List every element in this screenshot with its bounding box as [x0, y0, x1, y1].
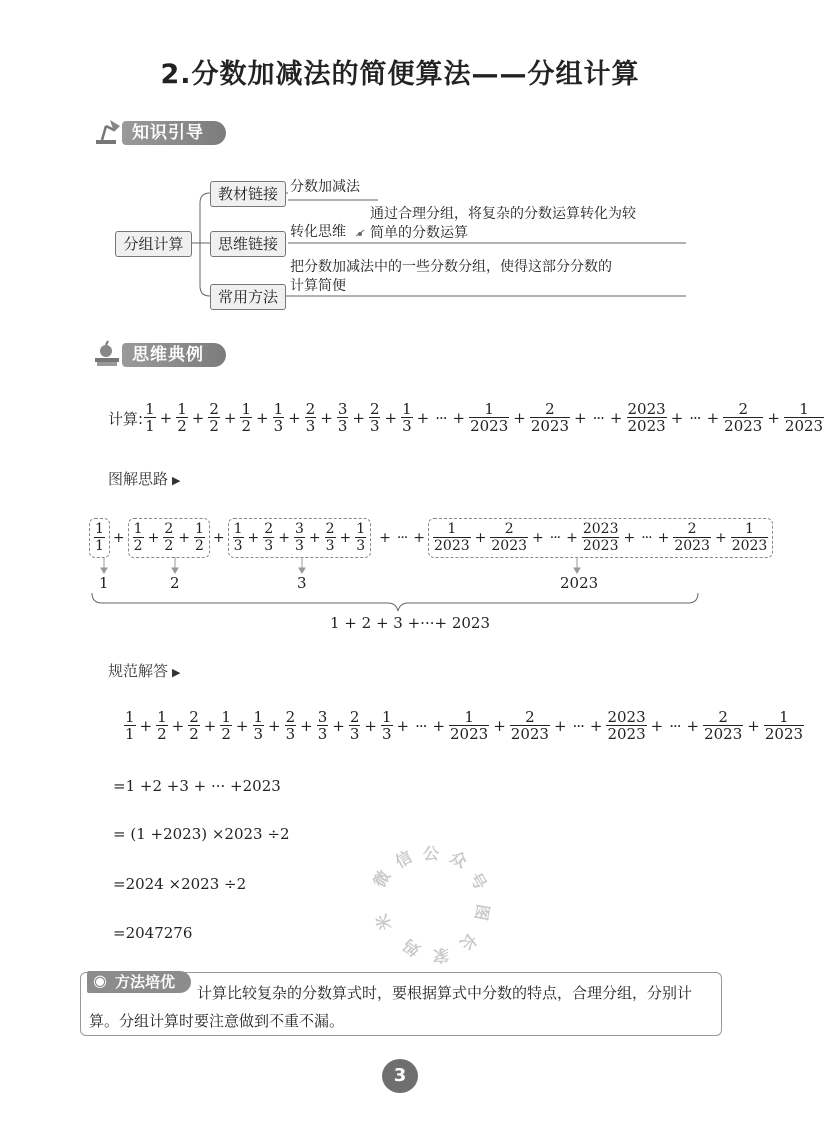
- diagram-arrows: [0, 555, 800, 615]
- solution-step-4: =2047276: [113, 924, 193, 942]
- tip-text-1: 计算比较复杂的分数算式时，要根据算式中分数的特点，合理分组，分别计: [197, 984, 693, 1002]
- fraction: $\frac{1}{2}$: [241, 400, 251, 435]
- fraction: $\frac{2}{2}$: [209, 400, 219, 435]
- fraction: $\frac{2}{3}$: [305, 400, 316, 435]
- group-1: $\frac{1}{1}$: [89, 518, 110, 558]
- tree-text-thinking-2: 简单的分数运算: [370, 225, 468, 241]
- tip-box: [80, 972, 722, 1036]
- section-banner-examples: [92, 342, 292, 368]
- grouped-expression: $\frac{1}{1}$ + $\frac{1}{2}$ + $\frac{2}{2}$ + $\frac{1}{2}$ + $\frac{1}{3}$ + $\frac{2}{3}$ + $\frac{3}{3}$ + $\frac{2}{3}$ + $\frac{1}{3}$ + ··· + $\frac{1}{2023}$ + $\frac{2}{2023}$ + ··· + $\frac{2023}{2023}$ + ··· + $\frac{2}{2023}$ + $\frac{1}{2023}$: [89, 518, 773, 558]
- group-2023: $\frac{1}{2023}$ + $\frac{2}{2023}$ + ··· + $\frac{2023}{2023}$ + ··· + $\frac{2}{2023}$ + $\frac{1}{2023}$: [428, 518, 773, 558]
- page-number: 3: [382, 1059, 418, 1093]
- diagram-sum: 1 + 2 + 3 +···+ 2023: [330, 614, 490, 632]
- tree-branch-thinking: 思维链接: [210, 231, 286, 257]
- section-label: 知识引导: [122, 121, 226, 145]
- problem-prefix: 计算:: [108, 409, 144, 428]
- tree-branch-method: 常用方法: [210, 284, 286, 310]
- tree-text-thinking-1: 通过合理分组，将复杂的分数运算转化为较: [370, 206, 636, 222]
- solution-step-3: =2024 ×2023 ÷2: [113, 875, 247, 893]
- tree-sub-thinking: 转化思维: [290, 224, 346, 240]
- group-result-2: 2: [170, 574, 180, 592]
- section-label: 思维典例: [122, 343, 226, 367]
- solution-label: 规范解答 ▶: [108, 662, 181, 680]
- fraction: $\frac{2}{3}$: [369, 400, 380, 435]
- problem-expression: 计算: $\frac{1}{1}$ + $\frac{1}{2}$ + $\frac{2}{2}$ + $\frac{1}{2}$ + $\frac{1}{3}$ + $\frac{2}{3}$ + $\frac{3}{3}$ + $\frac{2}{3}$ + $\frac{1}{3}$ + ··· + $\frac{1}{2023}$ + $\frac{2}{2023}$ + ··· + $\frac{2023}{2023}$ + ··· + $\frac{2}{2023}$ + $\frac{1}{2023}$: [108, 400, 824, 435]
- group-result-1: 1: [99, 574, 109, 592]
- group-3: $\frac{1}{3}$ + $\frac{2}{3}$ + $\frac{3}{3}$ + $\frac{2}{3}$ + $\frac{1}{3}$: [228, 518, 372, 558]
- group-2: $\frac{1}{2}$ + $\frac{2}{2}$ + $\frac{1}{2}$: [128, 518, 210, 558]
- solution-expression: $\frac{1}{1}$ + $\frac{1}{2}$ + $\frac{2}{2}$ + $\frac{1}{2}$ + $\frac{1}{3}$ + $\frac{2}{3}$ + $\frac{3}{3}$ + $\frac{2}{3}$ + $\frac{1}{3}$ + ··· + $\frac{1}{2023}$ + $\frac{2}{2023}$ + ··· + $\frac{2023}{2023}$ + ··· + $\frac{2}{2023}$ + $\frac{1}{2023}$: [125, 708, 804, 743]
- fraction: $\frac{1}{3}$: [402, 400, 412, 435]
- tip-label: ◉ 方法培优: [87, 971, 191, 993]
- books-apple-icon: [92, 338, 122, 368]
- tree-text-method-2: 计算简便: [290, 278, 346, 294]
- fraction: $\frac{2}{2023}$: [530, 400, 570, 435]
- fraction: $\frac{1}{2023}$: [470, 400, 509, 435]
- triangle-right-icon: ▶: [172, 474, 181, 487]
- tip-text-2: 算。分组计算时要注意做到不重不漏。: [89, 1012, 345, 1030]
- fraction: $\frac{1}{1}$: [145, 400, 155, 435]
- fraction: $\frac{1}{2023}$: [784, 400, 824, 435]
- group-result-2023: 2023: [560, 574, 599, 592]
- tree-text-method-1: 把分数加减法中的一些分数分组，使得这部分分数的: [290, 259, 612, 275]
- fraction: $\frac{3}{3}$: [337, 400, 348, 435]
- location-pin-icon: ◉: [93, 971, 107, 990]
- watermark-stamp: 微 信 公 众 号 图 长 家 妈 米: [369, 844, 493, 965]
- fraction: $\frac{2}{2023}$: [724, 400, 763, 435]
- fraction: $\frac{1}{3}$: [273, 400, 284, 435]
- fraction: $\frac{2023}{2023}$: [627, 400, 666, 435]
- solution-step-1: =1 +2 +3 + ··· +2023: [113, 777, 281, 795]
- tree-text-textbook: 分数加减法: [290, 179, 360, 195]
- fraction: $\frac{1}{2}$: [177, 400, 187, 435]
- tree-root: 分组计算: [115, 231, 192, 257]
- triangle-right-icon: ▶: [172, 666, 181, 679]
- diagram-label: 图解思路 ▶: [108, 470, 181, 488]
- group-result-3: 3: [297, 574, 307, 592]
- page-title: 2.分数加减法的简便算法——分组计算: [160, 59, 640, 90]
- solution-step-2: = (1 +2023) ×2023 ÷2: [113, 825, 290, 843]
- tree-branch-textbook: 教材链接: [210, 181, 286, 207]
